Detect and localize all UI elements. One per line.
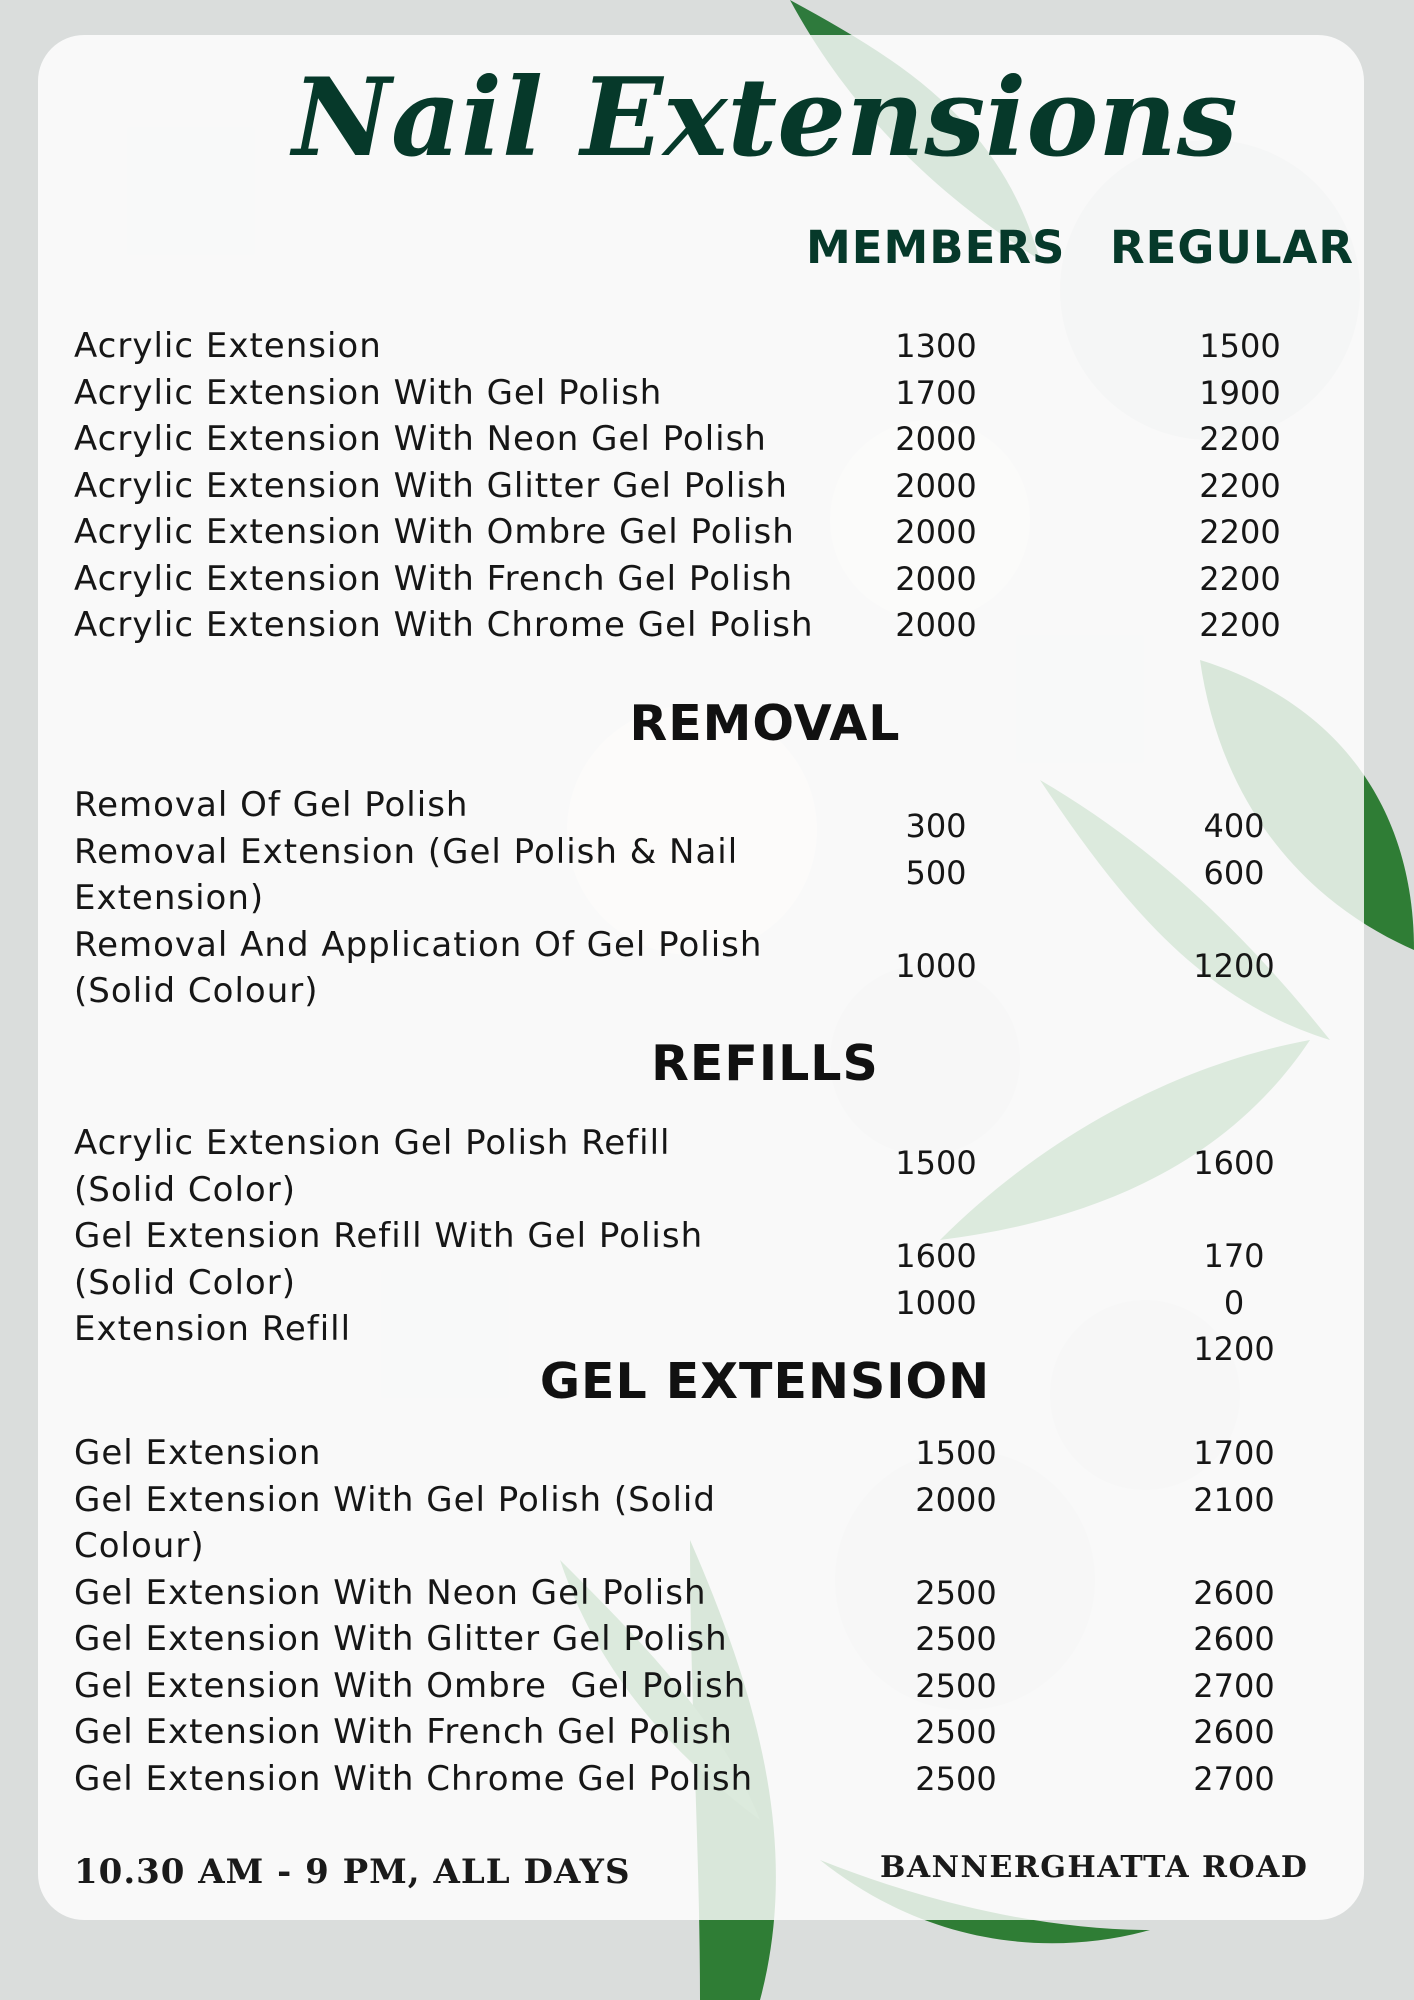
service-name: Acrylic Extension With Ombre Gel Polish: [74, 512, 795, 552]
regular-price: 1600: [1193, 1144, 1275, 1182]
regular-price: 2100: [1193, 1480, 1275, 1519]
regular-price: 2200: [1199, 513, 1281, 551]
service-name: Acrylic Extension With Chrome Gel Polish: [74, 605, 814, 645]
regular-price: 1200: [1193, 1330, 1275, 1368]
service-name: Removal Extension (Gel Polish & Nail: [74, 831, 739, 872]
service-name: Gel Extension Refill With Gel Polish: [74, 1216, 704, 1256]
service-name: Extension): [74, 878, 265, 918]
regular-price: 1500: [1199, 327, 1281, 365]
members-price: 2000: [895, 466, 977, 505]
regular-price: 1200: [1193, 946, 1275, 985]
opening-hours: 10.30 AM - 9 PM, ALL DAYS: [74, 1852, 631, 1892]
service-name: Colour): [74, 1526, 205, 1566]
members-price: 1500: [915, 1434, 997, 1472]
location-label: BANNERGHATTA ROAD: [880, 1850, 1309, 1885]
members-price: 2000: [895, 559, 977, 598]
regular-price: 2600: [1193, 1620, 1275, 1658]
members-price: 2000: [895, 513, 977, 551]
service-name: Acrylic Extension With Gel Polish: [74, 372, 663, 413]
regular-price: 1900: [1199, 373, 1281, 412]
members-price: 2500: [915, 1759, 997, 1798]
members-price: 2500: [915, 1573, 997, 1612]
service-name: Gel Extension With Glitter Gel Polish: [74, 1619, 728, 1659]
members-price: 2500: [915, 1713, 997, 1751]
regular-price: 2600: [1193, 1713, 1275, 1751]
members-price: 1700: [895, 373, 977, 412]
removal-heading: REMOVAL: [629, 695, 901, 752]
service-name: Gel Extension With Gel Polish (Solid: [74, 1479, 716, 1520]
service-name: Acrylic Extension With Glitter Gel Polish: [74, 465, 788, 506]
service-name: (Solid Color): [74, 1262, 296, 1303]
regular-price: 2700: [1193, 1666, 1275, 1705]
service-name: Acrylic Extension: [74, 326, 382, 366]
service-name: Acrylic Extension With Neon Gel Polish: [74, 419, 767, 459]
regular-column-header: REGULAR: [1110, 221, 1355, 274]
members-price: 1600: [895, 1237, 977, 1275]
gel-extension-heading: GEL EXTENSION: [539, 1353, 991, 1410]
members-price: 1000: [895, 1283, 977, 1322]
service-name: Gel Extension With Ombre Gel Polish: [74, 1665, 747, 1706]
members-price: 2000: [895, 420, 977, 458]
regular-price: 2700: [1193, 1759, 1275, 1798]
refills-heading: REFILLS: [651, 1035, 879, 1092]
regular-price: 2600: [1193, 1573, 1275, 1612]
members-price: 500: [905, 853, 967, 892]
members-price: 1000: [895, 946, 977, 985]
service-name: Removal Of Gel Polish: [74, 785, 469, 825]
service-name: Gel Extension With Chrome Gel Polish: [74, 1758, 754, 1799]
service-name: Acrylic Extension Gel Polish Refill: [74, 1123, 671, 1163]
members-price: 2500: [915, 1620, 997, 1658]
members-price: 2000: [915, 1480, 997, 1519]
service-name: Removal And Application Of Gel Polish: [74, 924, 763, 965]
service-name: (Solid Color): [74, 1169, 296, 1210]
service-name: Extension Refill: [74, 1309, 352, 1349]
regular-price: 170: [1203, 1237, 1265, 1275]
page-title: Nail Extensions: [292, 55, 1238, 181]
regular-price: 2200: [1199, 466, 1281, 505]
members-price: 2000: [895, 606, 977, 644]
regular-price: 600: [1203, 853, 1265, 892]
regular-price: 1700: [1193, 1434, 1275, 1472]
regular-price: 2200: [1199, 606, 1281, 644]
members-price: 300: [905, 807, 967, 845]
members-price: 2500: [915, 1666, 997, 1705]
members-price: 1500: [895, 1144, 977, 1182]
service-name: (Solid Colour): [74, 971, 319, 1011]
regular-price: 400: [1203, 807, 1265, 845]
service-name: Gel Extension: [74, 1433, 322, 1473]
regular-price: 0: [1223, 1283, 1245, 1322]
service-name: Acrylic Extension With French Gel Polish: [74, 558, 794, 599]
service-name: Gel Extension With French Gel Polish: [74, 1712, 733, 1752]
regular-price: 2200: [1199, 559, 1281, 598]
service-name: Gel Extension With Neon Gel Polish: [74, 1572, 707, 1613]
members-column-header: MEMBERS: [806, 221, 1066, 274]
regular-price: 2200: [1199, 420, 1281, 458]
members-price: 1300: [895, 327, 977, 365]
